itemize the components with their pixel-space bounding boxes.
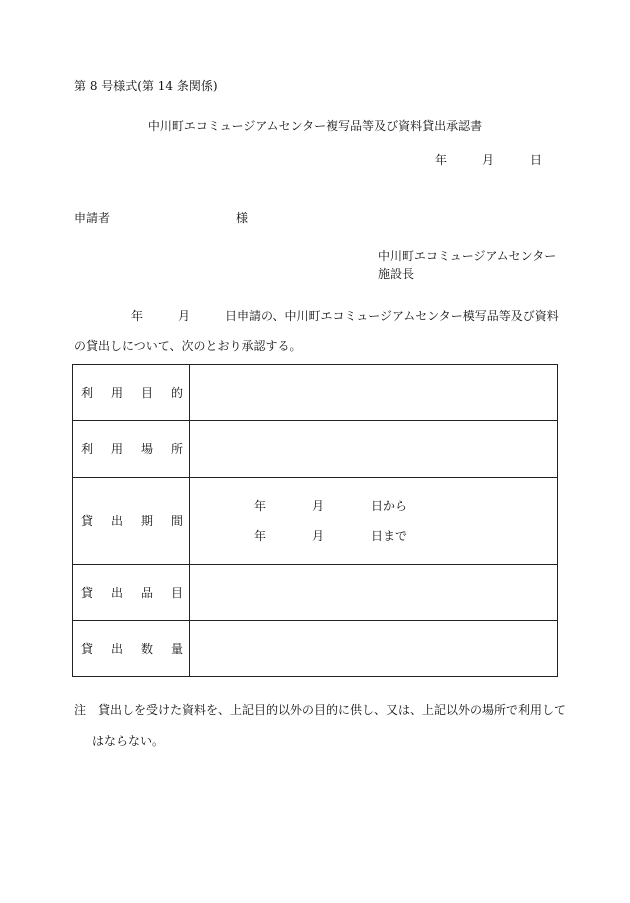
period-from-year: 年 <box>254 499 267 513</box>
table-row-purpose <box>73 365 558 421</box>
applicant-label: 申請者 <box>74 211 111 225</box>
period-to-month: 月 <box>312 529 325 543</box>
value-purpose <box>190 365 558 421</box>
honorific: 様 <box>236 211 249 225</box>
body-rest: 日申請の、中川町エコミュージアムセンター模写品等及び資料 <box>225 309 559 323</box>
period-to-day: 日まで <box>371 529 408 543</box>
issuer-organization: 中川町エコミュージアムセンター <box>378 249 557 263</box>
value-quantity <box>190 621 558 677</box>
period-to-year: 年 <box>254 529 267 543</box>
date-year: 年 <box>435 153 448 167</box>
document-title: 中川町エコミュージアムセンター複写品等及び資料貸出承認書 <box>147 119 483 133</box>
table-row-items <box>73 565 558 621</box>
date-day: 日 <box>530 153 543 167</box>
date-month: 月 <box>482 153 495 167</box>
period-from <box>190 498 557 514</box>
loan-details-table <box>72 364 558 677</box>
form-number: 第 8 号様式(第 14 条関係) <box>74 79 218 93</box>
label-purpose: 利 用 目 的 <box>73 365 190 421</box>
period-to <box>190 528 557 544</box>
note-line-2: はならない。 <box>92 734 165 748</box>
label-period: 貸 出 期 間 <box>73 478 190 565</box>
value-items <box>190 565 558 621</box>
period-from-day: 日から <box>371 499 408 513</box>
label-place: 利 用 場 所 <box>73 421 190 478</box>
note-line-1: 注 貸出しを受けた資料を、上記目的以外の目的に供し、又は、上記以外の場所で利用して <box>74 703 567 717</box>
period-from-month: 月 <box>312 499 325 513</box>
body-month: 月 <box>178 309 191 323</box>
body-year: 年 <box>131 309 144 323</box>
body-line-2: の貸出しについて、次のとおり承認する。 <box>74 339 302 353</box>
label-quantity: 貸 出 数 量 <box>73 621 190 677</box>
value-place <box>190 421 558 478</box>
issuer-title: 施設長 <box>378 267 415 281</box>
table-row-period <box>73 478 558 565</box>
table-row-place <box>73 421 558 478</box>
label-items: 貸 出 品 目 <box>73 565 190 621</box>
value-period <box>190 478 558 565</box>
table-row-quantity <box>73 621 558 677</box>
